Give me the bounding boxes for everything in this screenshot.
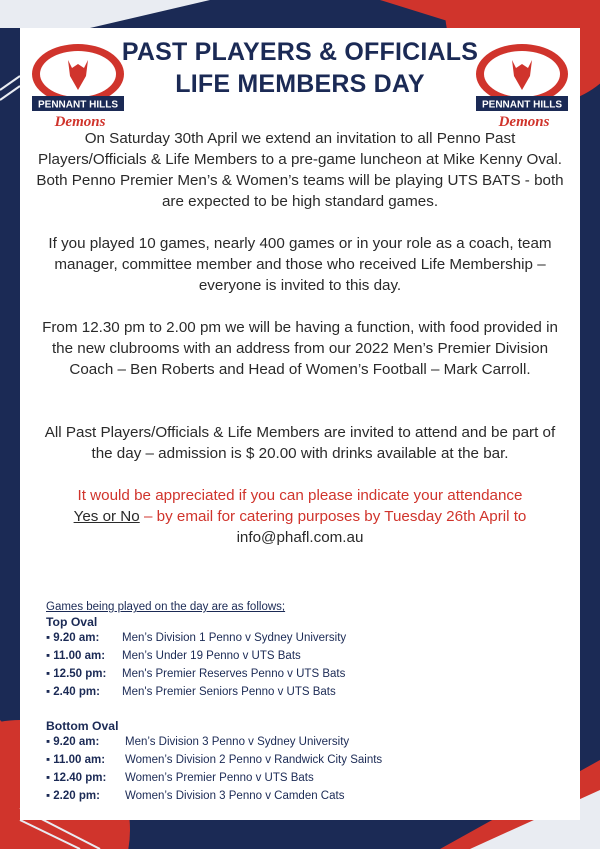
game-row <box>46 733 566 751</box>
game-time: ▪ 12.50 pm: <box>46 668 107 680</box>
game-row <box>46 769 566 787</box>
logo-top-text: PENNANT HILLS <box>482 99 562 111</box>
rsvp-line: It would be appreciated if you can please indicate your attendance <box>77 487 523 504</box>
game-row <box>46 665 566 683</box>
game-desc: Women’s Premier Penno v UTS Bats <box>125 772 314 784</box>
flyer-card <box>20 28 580 820</box>
game-desc: Men’s Division 3 Penno v Sydney University <box>125 736 350 748</box>
bottom-oval-label: Bottom Oval <box>46 719 119 733</box>
function-paragraph: From 12.30 pm to 2.00 pm we will be having a function, with food provided in the new clubrooms with an address from our 2022 Men’s Premier Division Coach – Ben Roberts and Head of Women’s Football – Mark Carroll. <box>42 319 558 378</box>
rsvp-email: info@phafl.com.au <box>236 529 364 546</box>
page-title <box>120 36 480 100</box>
logo-bottom-text: Demons <box>54 114 106 130</box>
rsvp-yes-no: Yes or No <box>73 508 140 525</box>
games-schedule <box>46 601 566 805</box>
logo-top-text: PENNANT HILLS <box>38 99 118 111</box>
game-desc: Women’s Division 2 Penno v Randwick City Saints <box>125 754 383 766</box>
invitation-body <box>34 128 566 569</box>
game-row <box>46 683 566 701</box>
game-desc: Men’s Under 19 Penno v UTS Bats <box>122 650 301 662</box>
pennant-hills-demons-logo-icon <box>28 36 128 136</box>
game-time: ▪ 2.40 pm: <box>46 686 100 698</box>
game-time: ▪ 12.40 pm: <box>46 772 107 784</box>
game-time: ▪ 11.00 am: <box>46 650 106 662</box>
game-row <box>46 647 566 665</box>
rsvp-rest: – by email for catering purposes by Tuesday 26th April to <box>139 508 527 525</box>
title-line-1: PAST PLAYERS & OFFICIALS <box>121 38 479 66</box>
game-time: ▪ 11.00 am: <box>46 754 106 766</box>
games-heading: Games being played on the day are as follows; <box>46 601 286 613</box>
game-time: ▪ 9.20 am: <box>46 736 100 748</box>
top-oval-label: Top Oval <box>46 615 98 629</box>
rsvp-paragraph <box>34 485 566 548</box>
pennant-hills-demons-logo-icon <box>472 36 572 136</box>
eligibility-paragraph: If you played 10 games, nearly 400 games or in your role as a coach, team manager, committee member and those who received Life Membership – everyone is invited to this day. <box>48 235 552 294</box>
game-time: ▪ 2.20 pm: <box>46 790 100 802</box>
admission-paragraph: All Past Players/Officials & Life Members are invited to attend and be part of the day – admission is $ 20.00 with drinks available at the bar. <box>44 424 556 462</box>
game-desc: Men's Premier Seniors Penno v UTS Bats <box>122 686 336 698</box>
logo-bottom-text: Demons <box>498 114 550 130</box>
game-desc: Women’s Division 3 Penno v Camden Cats <box>125 790 345 802</box>
game-row <box>46 751 566 769</box>
invitation-paragraph: On Saturday 30th April we extend an invitation to all Penno Past Players/Officials & Life Members to a pre-game luncheon at Mike Kenny Oval. Both Penno Premier Men’s & Women’s teams will be playing UTS BATS - both are expected to be high standard games. <box>36 130 564 210</box>
title-line-2: LIFE MEMBERS DAY <box>175 70 425 98</box>
game-desc: Men’s Division 1 Penno v Sydney University <box>122 632 347 644</box>
game-row <box>46 629 566 647</box>
game-desc: Men's Premier Reserves Penno v UTS Bats <box>122 668 346 680</box>
game-row <box>46 787 566 805</box>
game-time: ▪ 9.20 am: <box>46 632 100 644</box>
